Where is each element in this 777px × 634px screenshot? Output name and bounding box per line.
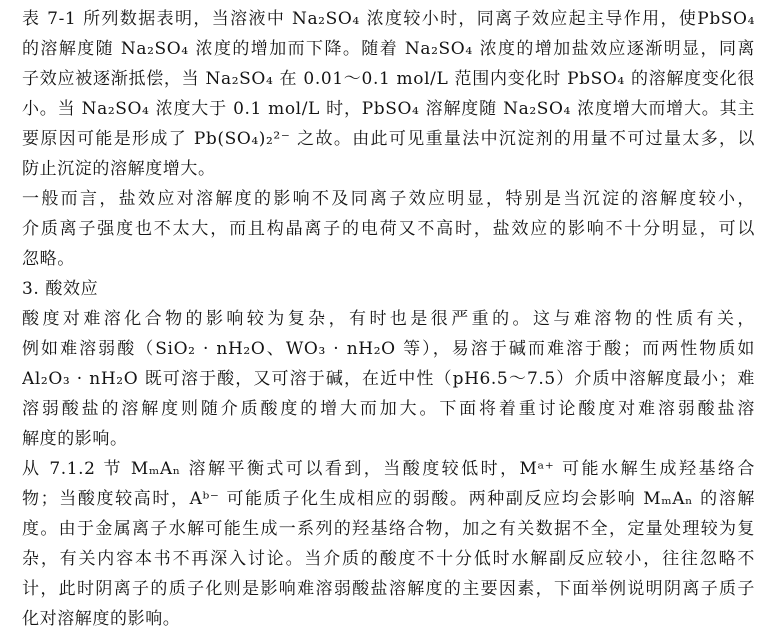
paragraph-protonation [22,454,755,634]
section-heading-acid-effect [22,274,755,304]
text-line: 溶弱酸盐的溶解度则随介质酸度的增大而加大。下面将着重讨论酸度对难溶弱酸盐溶 [22,399,755,419]
text-line: 介质离子强度也不太大，而且构晶离子的电荷又不高时，盐效应的影响不十分明显，可以 [22,219,755,239]
text-line: 度。由于金属离子水解可能生成一系列的羟基络合物，加之有关数据不全，定量处理较为复 [22,519,755,539]
text-line: 的溶解度随 Na₂SO₄ 浓度的增加而下降。随着 Na₂SO₄ 浓度的增加盐效应逐渐明显，同离 [22,39,755,59]
text-line: 物；当酸度较高时，Aᵇ⁻ 可能质子化生成相应的弱酸。两种副反应均会影响 MₘAₙ 的溶解 [22,489,755,509]
text-line: 表 7-1 所列数据表明，当溶液中 Na₂SO₄ 浓度较小时，同离子效应起主导作用，使PbSO₄ [22,9,755,29]
text-line: Al₂O₃ · nH₂O 既可溶于酸，又可溶于碱，在近中性（pH6.5～7.5）介质中溶解度最小；难 [22,369,755,389]
section-heading: 3. 酸效应 [22,279,99,299]
text-line: 要原因可能是形成了 Pb(SO₄)₂²⁻ 之故。由此可见重量法中沉淀剂的用量不可过量太多，以 [22,129,755,149]
text-line: 子效应被逐渐抵偿，当 Na₂SO₄ 在 0.01～0.1 mol/L 范围内变化时 PbSO₄ 的溶解度变化很 [22,69,755,89]
text-line: 一般而言，盐效应对溶解度的影响不及同离子效应明显，特别是当沉淀的溶解度较小， [22,189,755,209]
text-line: 小。当 Na₂SO₄ 浓度大于 0.1 mol/L 时，PbSO₄ 溶解度随 Na₂SO₄ 浓度增大而增大。其主 [22,99,755,119]
text-line: 防止沉淀的溶解度增大。 [22,159,216,179]
paragraph-salt-effect-generally [22,184,755,274]
paragraph-common-ion-vs-salt-effect [22,4,755,184]
text-line: 例如难溶弱酸（SiO₂ · nH₂O、WO₃ · nH₂O 等），易溶于碱而难溶于酸；而两性物质如 [22,339,755,359]
paragraph-acidity-influence [22,304,755,454]
text-line: 忽略。 [22,249,75,269]
text-line: 解度的影响。 [22,429,128,449]
text-line: 计，此时阴离子的质子化则是影响难溶弱酸盐溶解度的主要因素，下面举例说明阴离子质子 [22,579,755,599]
text-line: 杂，有关内容本书不再深入讨论。当介质的酸度不十分低时水解副反应较小，往往忽略不 [22,549,755,569]
text-line: 从 7.1.2 节 MₘAₙ 溶解平衡式可以看到，当酸度较低时，Mᵃ⁺ 可能水解生成羟基络合 [22,459,755,479]
text-line: 化对溶解度的影响。 [22,609,181,629]
text-line: 酸度对难溶化合物的影响较为复杂，有时也是很严重的。这与难溶物的性质有关， [22,309,755,329]
